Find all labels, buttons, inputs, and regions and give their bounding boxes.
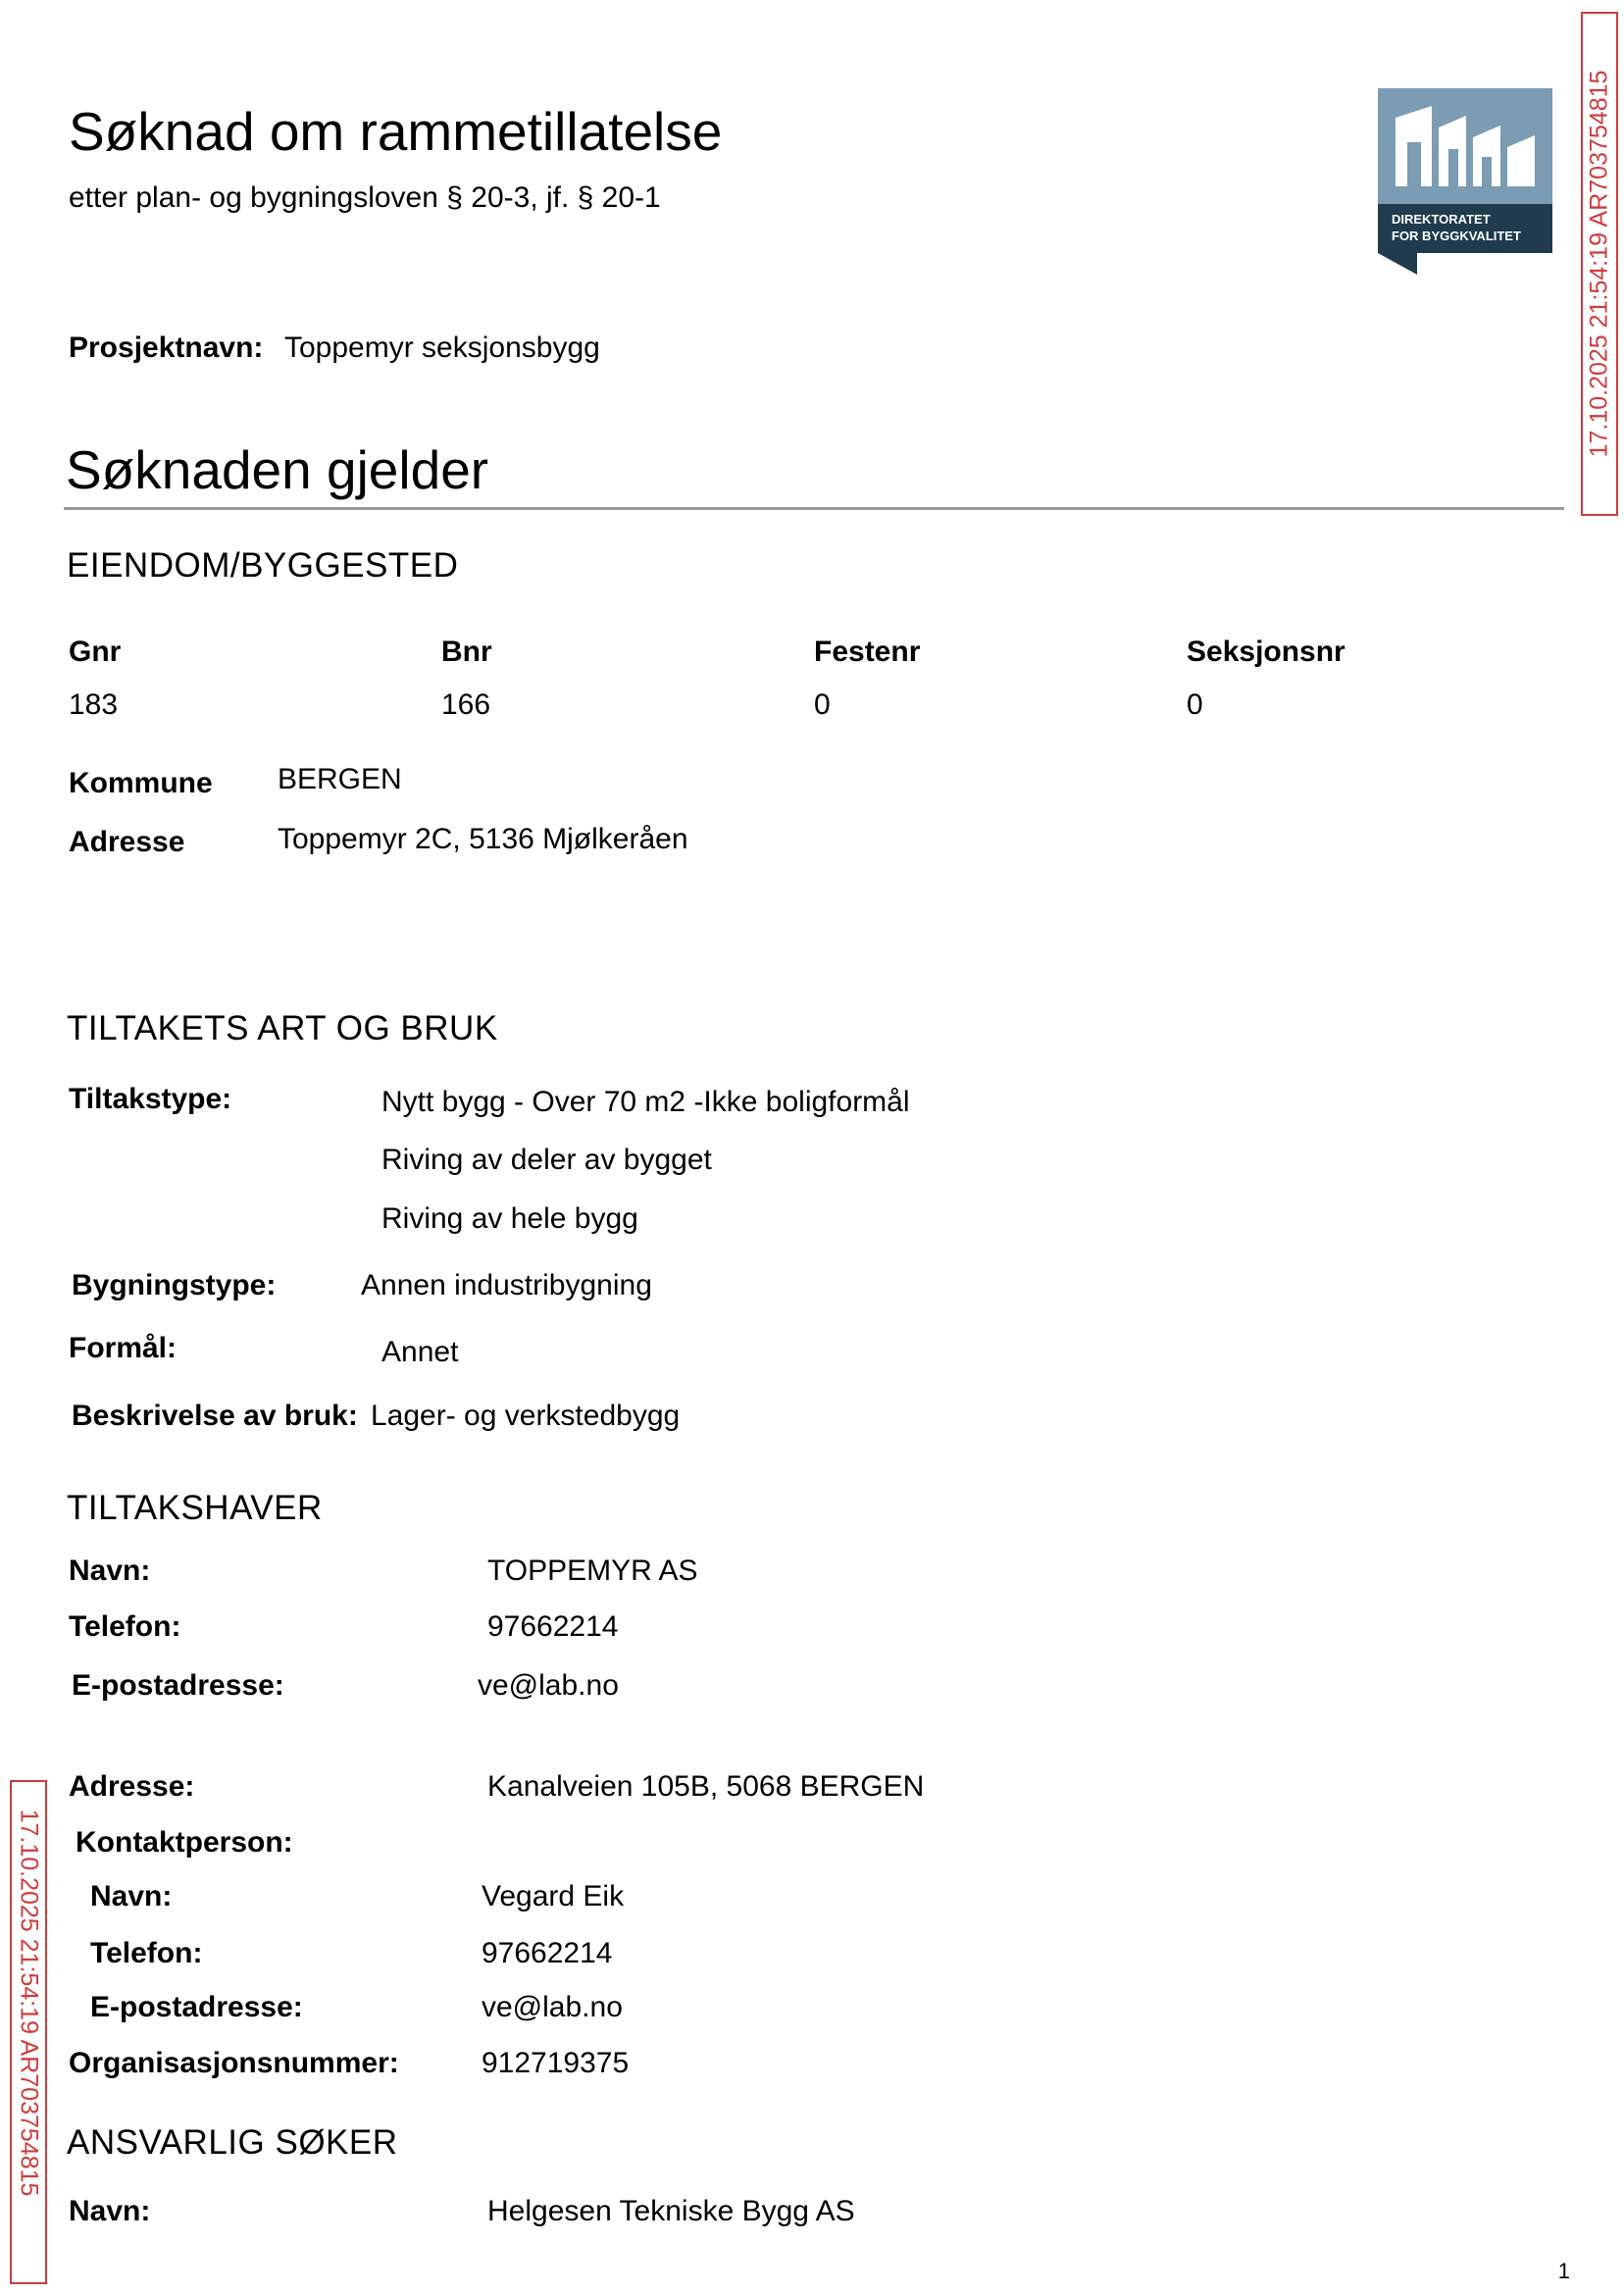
formal-value: Annet <box>381 1336 459 1368</box>
kontakt-epost-label: E-postadresse: <box>90 1991 303 2023</box>
page-number: 1 <box>1557 2259 1570 2283</box>
tiltakstype-value-2: Riving av deler av bygget <box>381 1144 712 1176</box>
kontakt-navn-value: Vegard Eik <box>482 1880 625 1912</box>
ansvarlig-heading: ANSVARLIG SØKER <box>67 2123 398 2162</box>
section-divider <box>64 507 1564 510</box>
tiltakshaver-telefon-value: 97662214 <box>487 1610 619 1643</box>
bygningstype-value: Annen industribygning <box>361 1269 652 1301</box>
kontakt-navn-label: Navn: <box>90 1880 173 1912</box>
kontaktperson-label: Kontaktperson: <box>76 1826 293 1859</box>
col-seksjonsnr: Seksjonsnr <box>1187 636 1345 668</box>
stamp-text-bottom: 17.10.2025 21:54:19 AR703754815 <box>15 1809 43 2197</box>
logo-text-line2: FOR BYGGKVALITET <box>1392 229 1521 243</box>
tiltak-heading: TILTAKETS ART OG BRUK <box>67 1009 498 1047</box>
tiltakshaver-heading: TILTAKSHAVER <box>67 1489 323 1527</box>
col-gnr: Gnr <box>69 636 122 668</box>
tiltakshaver-epost-value: ve@lab.no <box>478 1669 619 1702</box>
kommune-value: BERGEN <box>278 763 402 795</box>
bruk-value: Lager- og verkstedbygg <box>371 1400 681 1432</box>
tiltakshaver-navn-value: TOPPEMYR AS <box>487 1555 698 1587</box>
val-bnr: 166 <box>441 688 491 721</box>
ansvarlig-navn-value: Helgesen Tekniske Bygg AS <box>487 2195 855 2227</box>
tiltakstype-label: Tiltakstype: <box>69 1083 232 1115</box>
timestamp-stamp-top <box>1581 12 1618 516</box>
eiendom-heading: EIENDOM/BYGGESTED <box>67 546 459 585</box>
adresse-value: Toppemyr 2C, 5136 Mjølkeråen <box>278 823 688 855</box>
tiltakshaver-adresse-label: Adresse: <box>69 1770 195 1803</box>
val-festenr: 0 <box>814 688 831 721</box>
tiltakshaver-telefon-label: Telefon: <box>69 1610 181 1643</box>
formal-label: Formål: <box>69 1332 178 1364</box>
adresse-label: Adresse <box>69 826 185 858</box>
tiltakshaver-epost-label: E-postadresse: <box>72 1669 284 1702</box>
section-title: Søknaden gjelder <box>66 439 489 500</box>
bygningstype-label: Bygningstype: <box>72 1269 277 1301</box>
timestamp-stamp-bottom <box>10 1780 47 2284</box>
tiltakshaver-adresse-value: Kanalveien 105B, 5068 BERGEN <box>487 1770 925 1803</box>
kommune-label: Kommune <box>69 767 213 799</box>
project-value: Toppemyr seksjonsbygg <box>284 331 600 364</box>
kontakt-telefon-label: Telefon: <box>90 1937 203 1969</box>
kontakt-telefon-value: 97662214 <box>482 1937 613 1969</box>
bruk-label: Beskrivelse av bruk: <box>72 1400 358 1432</box>
orgnr-label: Organisasjonsnummer: <box>69 2047 399 2079</box>
val-seksjonsnr: 0 <box>1187 688 1203 721</box>
document-subtitle: etter plan- og bygningsloven § 20-3, jf. § 20-1 <box>69 181 661 214</box>
ansvarlig-navn-label: Navn: <box>69 2195 151 2227</box>
project-label: Prosjektnavn: <box>69 331 264 364</box>
col-bnr: Bnr <box>441 636 492 668</box>
col-festenr: Festenr <box>814 636 921 668</box>
kontakt-epost-value: ve@lab.no <box>482 1991 623 2023</box>
orgnr-value: 912719375 <box>482 2047 630 2079</box>
logo-text-line1: DIREKTORATET <box>1392 212 1491 227</box>
document-title: Søknad om rammetillatelse <box>69 101 723 162</box>
tiltakstype-value-1: Nytt bygg - Over 70 m2 -Ikke boligformål <box>381 1086 910 1118</box>
val-gnr: 183 <box>69 688 119 721</box>
tiltakshaver-navn-label: Navn: <box>69 1555 151 1587</box>
stamp-text-top: 17.10.2025 21:54:19 AR703754815 <box>1585 70 1613 458</box>
tiltakstype-value-3: Riving av hele bygg <box>381 1202 638 1235</box>
dibk-logo <box>1378 88 1552 275</box>
